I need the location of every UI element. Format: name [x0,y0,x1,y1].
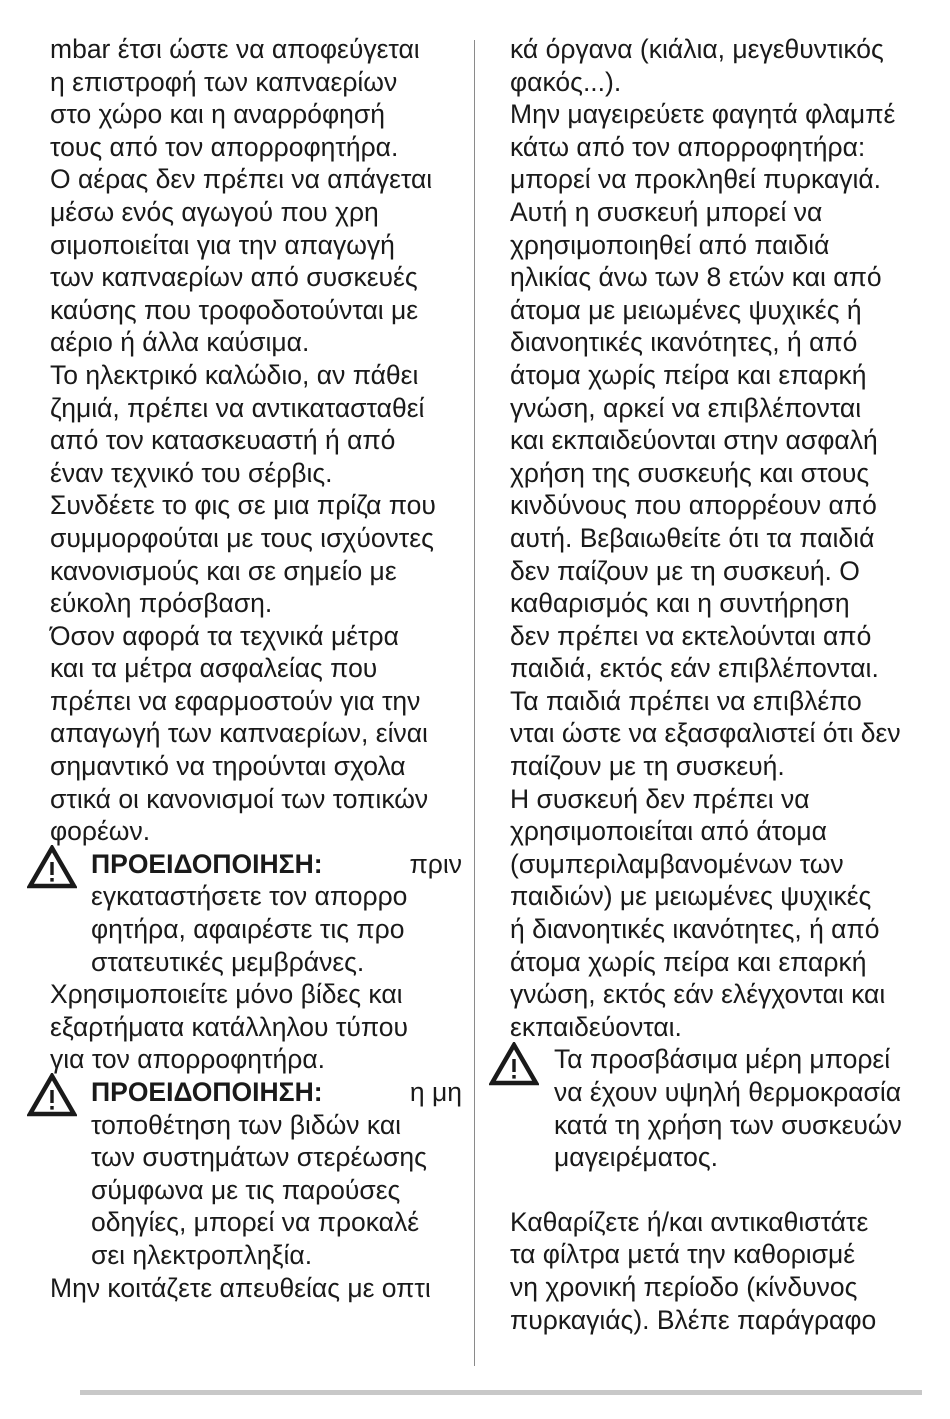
text-line: καθαρισμός και η συντήρηση [510,588,850,619]
text-line: κά όργανα (κιάλια, μεγεθυντικός [510,34,884,64]
text-line: παιδιά, εκτός εάν επιβλέπονται. [510,653,879,684]
text-line: Χρησιμοποιείτε μόνο βίδες και [50,979,403,1010]
text-line: χρησιμοποιηθεί από παιδιά [510,229,830,260]
paragraph-children-supervision [510,196,922,685]
paragraph-power-cable [50,359,462,489]
text-line: γνώση, αρκεί να επιβλέπονται [510,392,862,423]
text-line: ή διανοητικές ικανότητες, ή από [510,914,880,945]
text-line: πρέπει να εφαρμοστούν για την [50,685,421,716]
text-line: για τον απορροφητήρα. [50,1044,326,1075]
text-line: των συστημάτων στερέωσης [91,1142,427,1173]
warning-triangle-icon [27,845,77,889]
warning-block-hot-parts [510,1043,922,1173]
text-line: μέσω ενός αγωγού που χρη [50,196,379,227]
text-line: Συνδέετε το φις σε μια πρίζα που [50,490,436,521]
text-line: Μην μαγειρεύετε φαγητά φλαμπέ [510,99,896,130]
text-line: κανονισμούς και σε σημείο με [50,555,397,586]
text-line: εγκαταστήσετε τον απορρο [91,881,408,912]
warning-triangle-icon [489,1042,539,1086]
column-divider [474,40,475,1366]
text-line: (συμπεριλαμβανομένων των [510,848,844,879]
text-line: άτομα με μειωμένες ψυχικές ή [510,294,862,325]
text-line: στικά οι κανονισμοί των τοπικών [50,783,429,814]
text-line: άτομα χωρίς πείρα και επαρκή [510,946,867,977]
text-line: παίζουν με τη συσκευή. [510,751,785,782]
text-line: στατευτικές μεμβράνες. [91,946,365,977]
text-line: Τα παιδιά πρέπει να επιβλέπο [510,685,862,716]
text-line: Το ηλεκτρικό καλώδιο, αν πάθει [50,359,419,390]
text-line: Καθαρίζετε ή/και αντικαθιστάτε [510,1206,869,1237]
text-line: των καπναερίων από συσκευές [50,262,418,293]
text-line: από τον κατασκευαστή ή από [50,425,396,456]
warning-block-membranes: ΠΡΟΕΙΔΟΠΟΙΗΣΗ: πριν εγκαταστήσετε τον απορρο φητήρα, αφαιρέστε τις προ στατευτικές μεμβράνες. [50,848,462,978]
text-line: τα φίλτρα μετά την καθορισμέ [510,1239,856,1270]
text-line: Όσον αφορά τα τεχνικά μέτρα [50,620,399,651]
text-line: σημαντικό να τηρούνται σχολα [50,751,406,782]
text-line: νη χρονική περίοδο (κίνδυνος [510,1271,858,1302]
text-line: γνώση, εκτός εάν ελέγχονται και [510,979,886,1010]
text-line: οδηγίες, μπορεί να προκαλέ [91,1207,420,1238]
paragraph-plug-socket [50,489,462,619]
text-line: έναν τεχνικό του σέρβις. [50,457,333,488]
paragraph-flambe [510,98,922,196]
text-line: εύκολη πρόσβαση. [50,588,273,619]
text-line: να έχουν υψηλή θερμοκρασία [554,1077,902,1107]
paragraph-screws [50,978,462,1076]
text-line: τοποθέτηση των βιδών και [91,1109,402,1140]
warning-text [91,880,462,978]
paragraph-optical-instruments-end [510,33,922,98]
warning-label: ΠΡΟΕΙΔΟΠΟΙΗΣΗ: [91,1077,323,1107]
paragraph-flue-return [50,33,462,163]
text-line: συμμορφούται με τους ισχύοντες [50,522,434,553]
text-line: Τα προσβάσιμα μέρη μπορεί [554,1044,891,1075]
text-line: σιμοποιείται για την απαγωγή [50,229,395,260]
paragraph-reduced-capabilities [510,783,922,1044]
text-line: ζημιά, πρέπει να αντικατασταθεί [50,392,425,423]
text-line: και τα μέτρα ασφαλείας που [50,653,378,684]
text-line: μαγειρέματος. [554,1142,718,1173]
text-line: απαγωγή των καπναερίων, είναι [50,718,428,749]
text-line: η επιστροφή των καπναερίων [50,66,398,97]
text-line: στο χώρο και η αναρρόφησή [50,99,386,130]
footer-rule [80,1390,922,1395]
text-line: φορέων. [50,816,151,847]
paragraph-filters [510,1206,922,1336]
paragraph-safety-regulations [50,620,462,848]
text-line: δεν παίζουν με τη συσκευή. Ο [510,555,860,586]
warning-triangle-icon [27,1073,77,1117]
warning-label: ΠΡΟΕΙΔΟΠΟΙΗΣΗ: [91,848,323,879]
text-line: σύμφωνα με τις παρούσες [91,1174,401,1205]
paragraph-optical-instruments-start [50,1272,462,1305]
text-line: Αυτή η συσκευή μπορεί να [510,196,823,227]
text-line: μπορεί να προκληθεί πυρκαγιά. [510,164,882,195]
text-line: διανοητικές ικανότητες, ή από [510,327,858,358]
right-column [510,33,922,1336]
warning-block-electric-shock: ΠΡΟΕΙΔΟΠΟΙΗΣΗ: η μη τοποθέτηση των βιδών και των συστημάτων στερέωσης σύμφωνα με τις παρούσες οδηγίες, μπορεί να προκαλέ σει ηλεκτροπληξία. [50,1076,462,1272]
text-line: και εκπαιδεύονται στην ασφαλή [510,425,878,456]
text-line: κάτω από τον απορροφητήρα: [510,131,866,162]
text-line: παιδιών) με μειωμένες ψυχικές [510,881,872,912]
text-line: κινδύνους που απορρέουν από [510,490,877,521]
text-line: Ο αέρας δεν πρέπει να απάγεται [50,164,433,195]
paragraph-children-play [510,685,922,783]
text-line: νται ώστε να εξασφαλιστεί ότι δεν [510,718,901,749]
text-line: χρήση της συσκευής και στους [510,457,870,488]
text-line: mbar έτσι ώστε να αποφεύγεται [50,34,420,64]
text-line: χρησιμοποιείται από άτομα [510,816,827,847]
text-line: σει ηλεκτροπληξία. [91,1239,313,1270]
text-line: άτομα χωρίς πείρα και επαρκή [510,359,867,390]
left-column [50,33,462,1304]
text-line: εκπαιδεύονται. [510,1011,682,1042]
text-line: δεν πρέπει να εκτελούνται από [510,620,872,651]
paragraph-air-duct [50,163,462,359]
text-line: αυτή. Βεβαιωθείτε ότι τα παιδιά [510,522,875,553]
text-line: κατά τη χρήση των συσκευών [554,1109,902,1140]
text-line: εξαρτήματα κατάλληλου τύπου [50,1011,408,1042]
text-line: αέριο ή άλλα καύσιμα. [50,327,310,358]
warning-text [510,1043,922,1173]
text-line: τους από τον απορροφητήρα. [50,131,399,162]
warning-text [91,1109,462,1272]
text-line: πυρκαγιάς). Βλέπε παράγραφο [510,1304,877,1335]
text-line: φητήρα, αφαιρέστε τις προ [91,914,405,945]
text-line: Η συσκευή δεν πρέπει να [510,783,810,814]
text-line: φακός...). [510,66,622,97]
text-line: ηλικίας άνω των 8 ετών και από [510,262,882,293]
text-line: Μην κοιτάζετε απευθείας με οπτι [50,1272,431,1303]
text-line: καύσης που τροφοδοτούνται με [50,294,419,325]
